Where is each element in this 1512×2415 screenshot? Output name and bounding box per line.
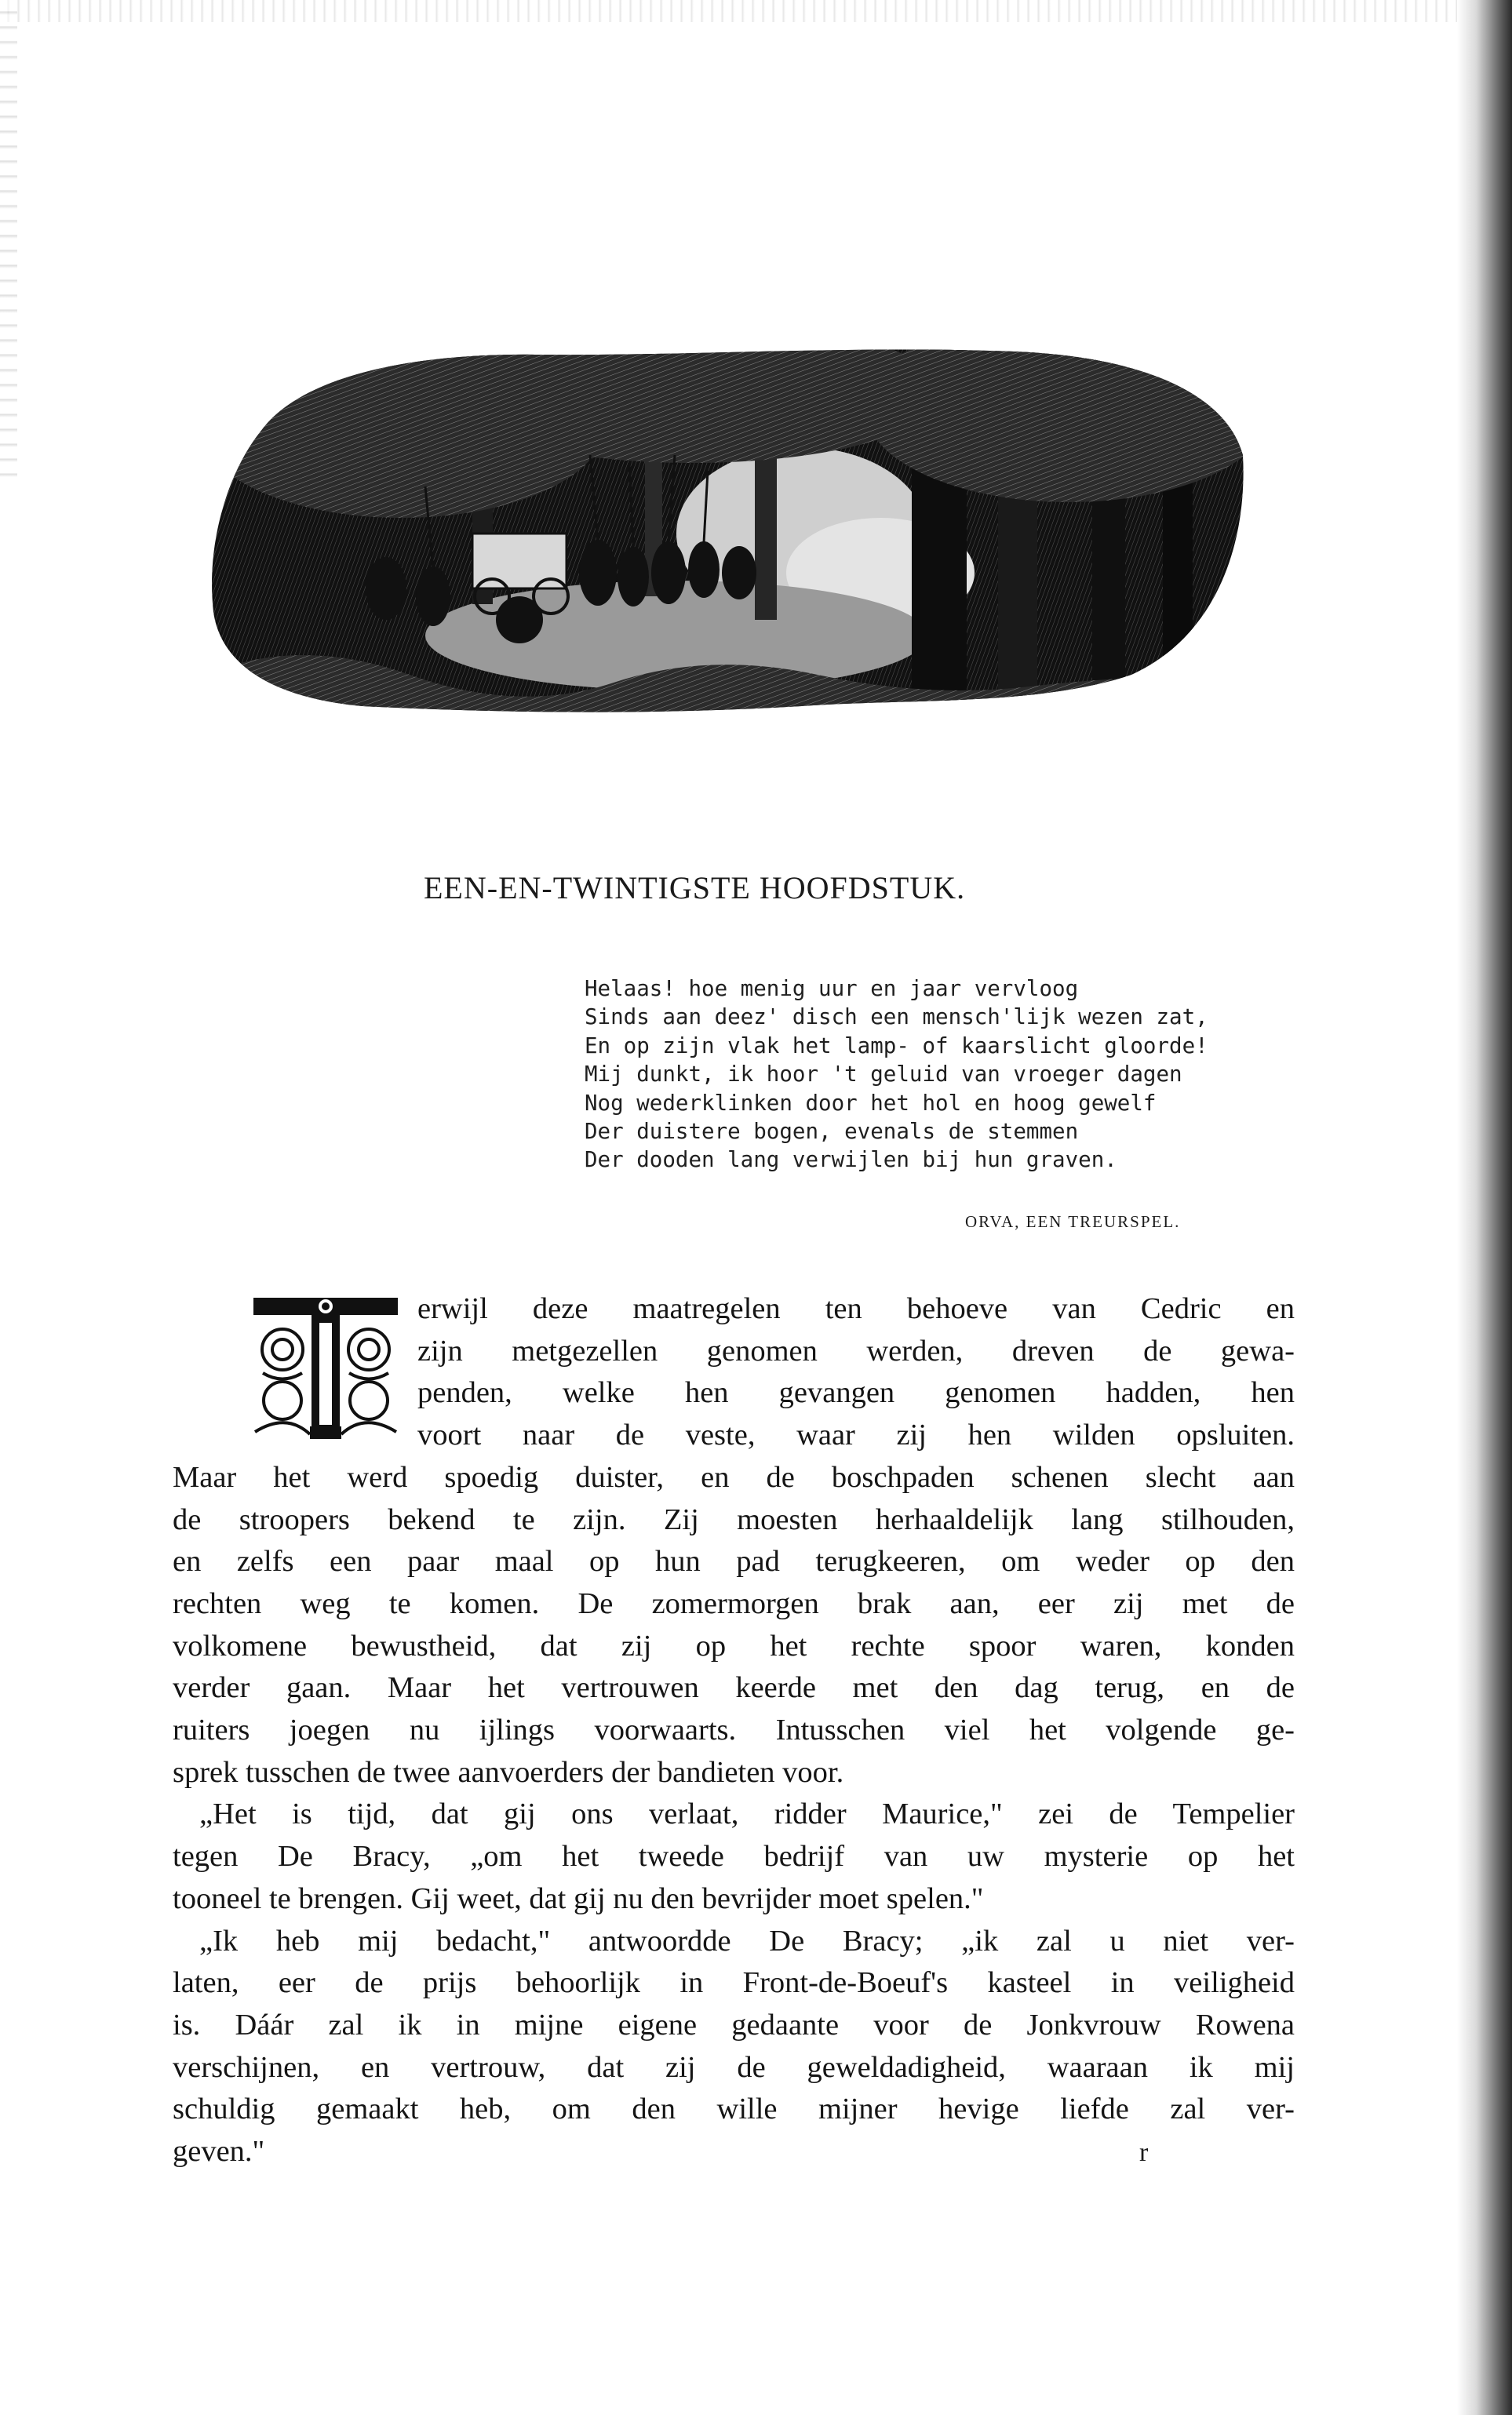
body-line: penden, welke hen gevangen genomen hadden, hen [417,1376,1295,1410]
body-line: „Het is tijd, dat gij ons verlaat, ridder Maurice," zei de Tempelier [199,1798,1295,1831]
forest-procession-illustration [206,337,1249,716]
body-line: is. Dáár zal ik in mijne eigene gedaante voor de Jonkvrouw Rowena [173,2008,1295,2042]
scan-noise-top [0,0,1512,22]
body-line: tooneel te brengen. Gij weet, dat gij nu den bevrijder moet spelen." [173,1881,984,1915]
body-line: schuldig gemaakt heb, om den wille mijner hevige liefde zal ver- [173,2093,1295,2126]
epigraph [585,974,1291,1175]
chapter-body [173,1288,1295,2173]
chapter-title: EEN-EN-TWINTIGSTE HOOFDSTUK. [424,870,966,905]
body-line: voort naar de veste, waar zij hen wilden opsluiten. [417,1419,1295,1452]
scan-noise-left [0,0,17,486]
body-line: volkomene bewustheid, dat zij op het rechte spoor waren, konden [173,1629,1295,1663]
epigraph-line: Sinds aan deez' disch een mensch'lijk wezen zat, [585,1004,1208,1030]
signature-mark: r [1139,2138,1149,2167]
epigraph-line: Helaas! hoe menig uur en jaar vervloog [585,976,1079,1001]
epigraph-attribution: ORVA, EEN TREURSPEL. [965,1212,1181,1231]
body-line: ruiters joegen nu ijlings voorwaarts. Intusschen viel het volgende ge- [173,1714,1295,1747]
epigraph-line: Nog wederklinken door het hol en hoog gewelf [585,1090,1157,1116]
body-line: tegen De Bracy, „om het tweede bedrijf van uw mysterie op het [173,1840,1295,1874]
body-line: verschijnen, en vertrouw, dat zij de geweldadigheid, waaraan ik mij [173,2050,1295,2084]
epigraph-line: Der dooden lang verwijlen bij hun graven. [585,1147,1117,1173]
epigraph-line: Mij dunkt, ik hoor 't geluid van vroeger dagen [585,1062,1182,1087]
body-line: zijn metgezellen genomen werden, dreven de gewa- [417,1334,1295,1368]
body-line: Maar het werd spoedig duister, en de boschpaden schenen slecht aan [173,1460,1295,1494]
body-line: de stroopers bekend te zijn. Zij moesten herhaaldelijk lang stilhouden, [173,1503,1295,1536]
body-line: geven." [173,2135,265,2169]
body-line: verder gaan. Maar het vertrouwen keerde met den dag terug, en de [173,1671,1295,1705]
body-line: en zelfs een paar maal op hun pad terugkeeren, om weder op den [173,1545,1295,1579]
body-line: sprek tusschen de twee aanvoerders der bandieten voor. [173,1755,844,1789]
body-line: laten, eer de prijs behoorlijk in Front-de-Boeuf's kasteel in veiligheid [173,1966,1295,2000]
epigraph-line: En op zijn vlak het lamp- of kaarslicht gloorde! [585,1033,1208,1058]
body-line: rechten weg te komen. De zomermorgen brak aan, eer zij met de [173,1586,1295,1620]
body-line: erwijl deze maatregelen ten behoeve van Cedric en [417,1292,1295,1325]
body-line: „Ik heb mij bedacht," antwoordde De Bracy; „ik zal u niet ver- [199,1924,1295,1958]
epigraph-line: Der duistere bogen, evenals de stemmen [585,1119,1079,1145]
page-edge-shadow [1457,0,1512,2415]
